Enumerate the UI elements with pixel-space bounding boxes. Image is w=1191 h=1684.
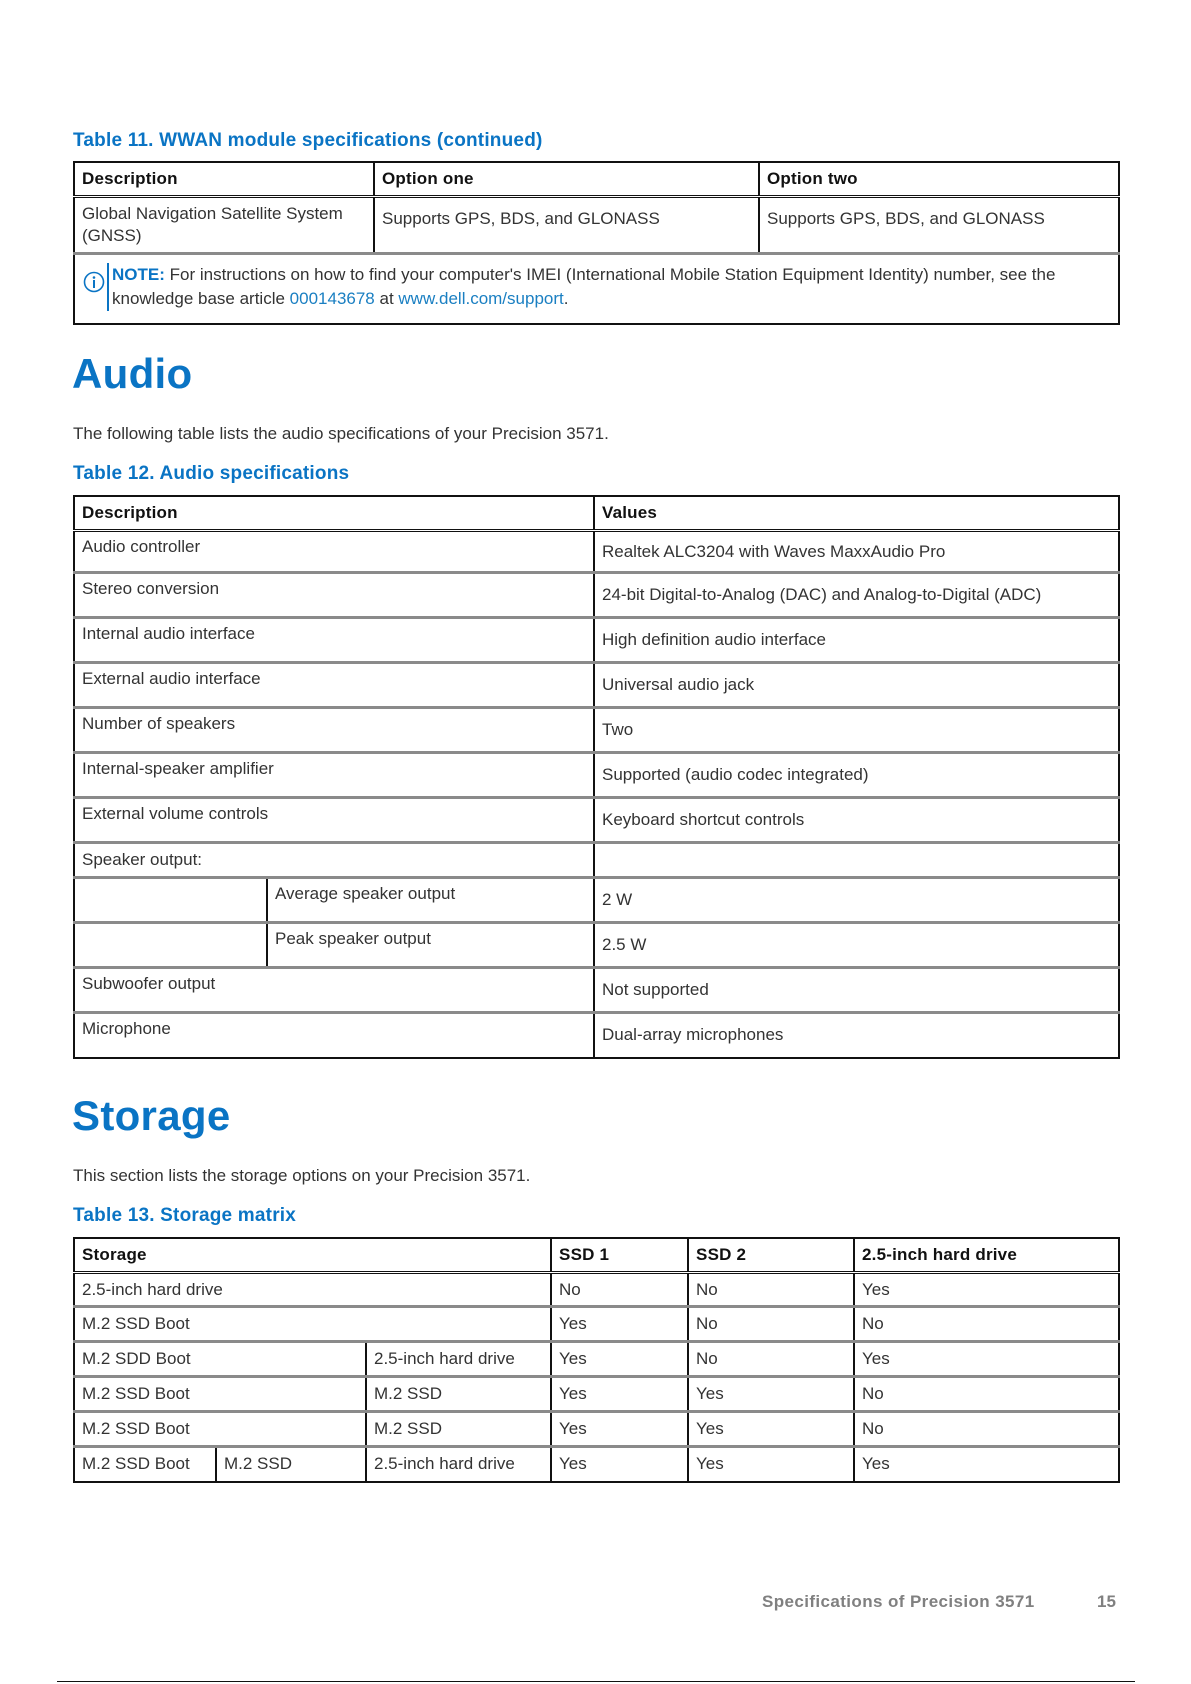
storage-config: M.2 SSD <box>366 1377 551 1412</box>
dell-support-link[interactable]: www.dell.com/support <box>398 289 564 308</box>
column-header: Option two <box>759 162 1119 197</box>
table-row <box>74 197 1119 254</box>
spec-sublabel: Average speaker output <box>267 878 594 923</box>
table-row <box>74 1273 1119 1307</box>
note-body: For instructions on how to find your computer's IMEI (International Mobile Station Equipment Identity) number, see the knowledge base article <box>112 265 1056 308</box>
column-header: Description <box>74 162 374 197</box>
table-row <box>74 708 1119 753</box>
spec-value: Realtek ALC3204 with Waves MaxxAudio Pro <box>594 531 1119 573</box>
storage-matrix-table <box>73 1237 1120 1483</box>
ssd1-value: Yes <box>551 1307 688 1342</box>
spec-value: Supported (audio codec integrated) <box>594 753 1119 798</box>
column-header: SSD 1 <box>551 1238 688 1273</box>
cell-description: Global Navigation Satellite System (GNSS) <box>82 204 343 245</box>
empty-cell <box>74 878 267 923</box>
storage-config: 2.5-inch hard drive <box>366 1447 551 1482</box>
audio-heading: Audio <box>72 350 193 397</box>
spec-value: Not supported <box>594 968 1119 1013</box>
spec-label: Audio controller <box>82 537 201 556</box>
table-row <box>74 1377 1119 1412</box>
ssd2-value: No <box>688 1307 854 1342</box>
storage-heading: Storage <box>72 1092 231 1139</box>
spec-value: High definition audio interface <box>594 618 1119 663</box>
wwan-spec-table <box>73 161 1120 325</box>
note-divider <box>107 263 109 311</box>
spec-value: Keyboard shortcut controls <box>594 798 1119 843</box>
table-row <box>74 1307 1119 1342</box>
table-13-caption: Table 13. Storage matrix <box>73 1205 297 1226</box>
spec-value: 2.5 W <box>594 923 1119 968</box>
table-row <box>74 798 1119 843</box>
table-row <box>74 663 1119 708</box>
table-header-row <box>74 1238 1119 1273</box>
storage-config: M.2 SSD Boot <box>74 1412 366 1447</box>
hdd-value: Yes <box>854 1273 1119 1307</box>
storage-config: M.2 SSD <box>216 1447 366 1482</box>
column-header: 2.5-inch hard drive <box>854 1238 1119 1273</box>
table-row <box>74 923 1119 968</box>
cell-option-two: Supports GPS, BDS, and GLONASS <box>759 197 1119 254</box>
table-row <box>74 618 1119 663</box>
table-row <box>74 1447 1119 1482</box>
spec-label: Internal-speaker amplifier <box>74 753 594 798</box>
column-header: Storage <box>74 1238 551 1273</box>
ssd2-value: Yes <box>688 1412 854 1447</box>
audio-intro: The following table lists the audio specifications of your Precision 3571. <box>73 424 609 443</box>
spec-value: Dual-array microphones <box>594 1013 1119 1058</box>
table-11-caption: Table 11. WWAN module specifications (continued) <box>73 130 543 151</box>
storage-intro: This section lists the storage options on your Precision 3571. <box>73 1166 531 1185</box>
spec-value: Universal audio jack <box>594 663 1119 708</box>
ssd1-value: Yes <box>551 1447 688 1482</box>
spec-label: Speaker output: <box>74 843 594 878</box>
hdd-value: No <box>854 1307 1119 1342</box>
note-text <box>112 263 1111 311</box>
table-row <box>74 531 1119 573</box>
spec-label: Stereo conversion <box>74 573 594 618</box>
spec-sublabel: Peak speaker output <box>267 923 594 968</box>
spec-value: Two <box>594 708 1119 753</box>
hdd-value: No <box>854 1412 1119 1447</box>
note-label: NOTE: <box>112 265 165 284</box>
hdd-value: Yes <box>854 1342 1119 1377</box>
cell-option-one: Supports GPS, BDS, and GLONASS <box>374 197 759 254</box>
spec-value <box>594 843 1119 878</box>
spec-label: Number of speakers <box>74 708 594 753</box>
storage-config: M.2 SSD Boot <box>74 1307 551 1342</box>
info-icon <box>83 271 105 293</box>
ssd1-value: Yes <box>551 1412 688 1447</box>
footer-divider <box>57 1681 1135 1682</box>
column-header: Description <box>74 496 594 531</box>
storage-config: 2.5-inch hard drive <box>366 1342 551 1377</box>
ssd1-value: No <box>551 1273 688 1307</box>
note-row <box>74 254 1119 325</box>
table-row <box>74 573 1119 618</box>
spec-value: 24-bit Digital-to-Analog (DAC) and Analog-to-Digital (ADC) <box>594 573 1119 618</box>
ssd2-value: Yes <box>688 1447 854 1482</box>
hdd-value: Yes <box>854 1447 1119 1482</box>
table-12-caption: Table 12. Audio specifications <box>73 463 350 484</box>
storage-config: 2.5-inch hard drive <box>82 1279 223 1299</box>
spec-label: External volume controls <box>74 798 594 843</box>
kb-article-link[interactable]: 000143678 <box>289 289 375 308</box>
table-row <box>74 843 1119 878</box>
spec-label: Microphone <box>74 1013 594 1058</box>
column-header: Values <box>594 496 1119 531</box>
spec-label: External audio interface <box>74 663 594 708</box>
table-row <box>74 753 1119 798</box>
audio-spec-table <box>73 495 1120 1059</box>
table-row <box>74 878 1119 923</box>
storage-config: M.2 SDD Boot <box>74 1342 366 1377</box>
spec-label: Subwoofer output <box>74 968 594 1013</box>
storage-config: M.2 SSD Boot <box>74 1447 216 1482</box>
ssd2-value: Yes <box>688 1377 854 1412</box>
column-header: SSD 2 <box>688 1238 854 1273</box>
storage-config: M.2 SSD <box>366 1412 551 1447</box>
note-body: . <box>563 289 569 308</box>
table-header-row <box>74 162 1119 197</box>
page-number: 15 <box>1097 1592 1116 1611</box>
table-row <box>74 1412 1119 1447</box>
table-row <box>74 968 1119 1013</box>
hdd-value: No <box>854 1377 1119 1412</box>
ssd1-value: Yes <box>551 1342 688 1377</box>
empty-cell <box>74 923 267 968</box>
footer-title: Specifications of Precision 3571 <box>762 1592 1035 1611</box>
ssd2-value: No <box>688 1273 854 1307</box>
note-callout <box>83 263 1111 311</box>
spec-label: Internal audio interface <box>74 618 594 663</box>
note-body: at <box>374 289 399 308</box>
table-header-row <box>74 496 1119 531</box>
storage-config: M.2 SSD Boot <box>74 1377 366 1412</box>
ssd1-value: Yes <box>551 1377 688 1412</box>
table-row <box>74 1013 1119 1058</box>
ssd2-value: No <box>688 1342 854 1377</box>
spec-value: 2 W <box>594 878 1119 923</box>
table-row <box>74 1342 1119 1377</box>
column-header: Option one <box>374 162 759 197</box>
